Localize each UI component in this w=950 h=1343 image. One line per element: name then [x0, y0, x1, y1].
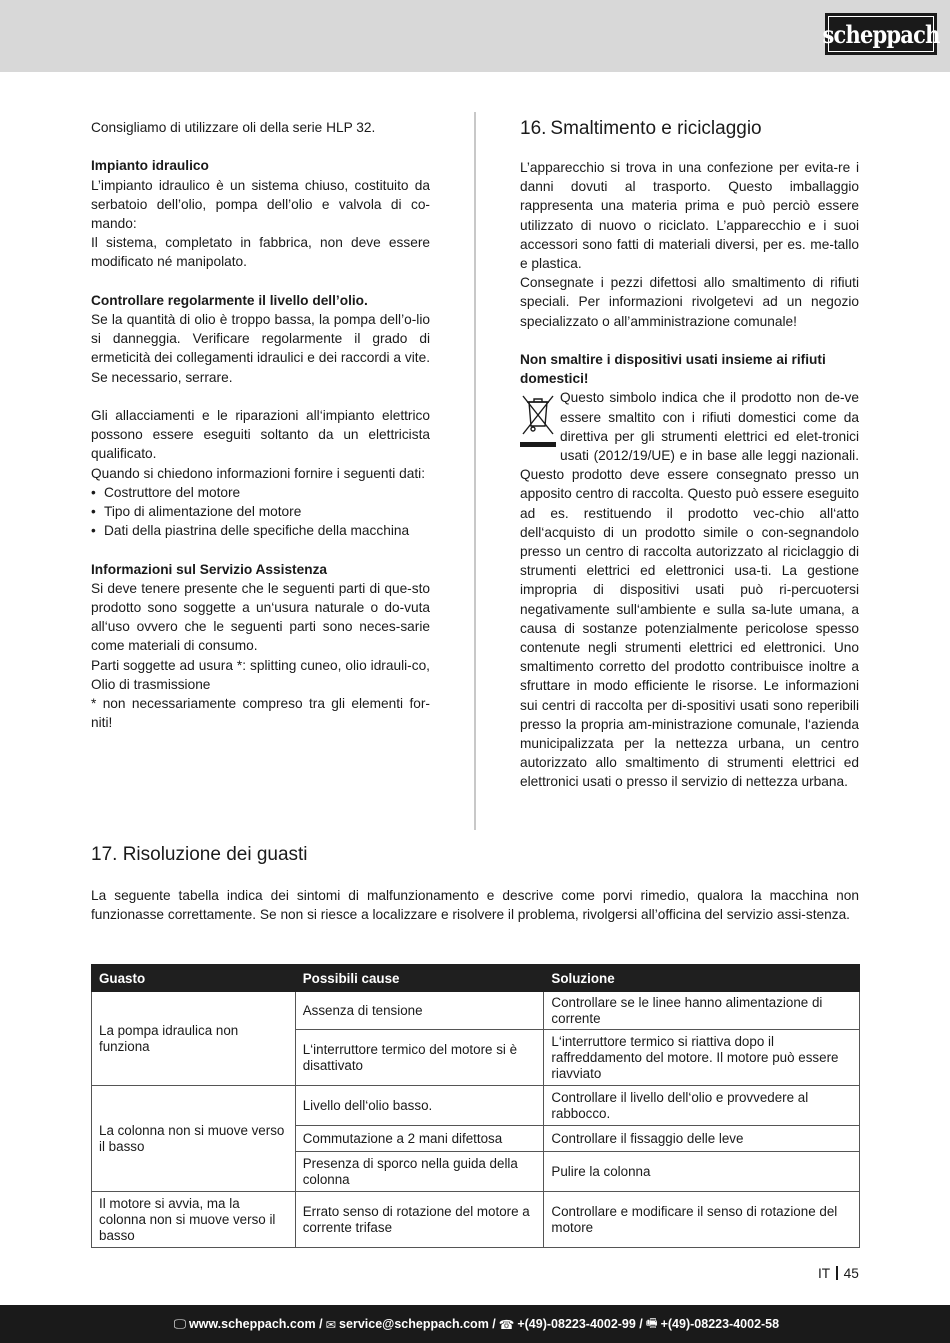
warning-title: Non smaltire i dispositivi usati insieme ai rifiuti domestici!: [520, 352, 826, 387]
header-bar: [0, 0, 950, 72]
table-row: [92, 1086, 860, 1126]
logo-text: scheppach: [822, 19, 940, 49]
disposal-paragraph-2: Consegnate i pezzi difettosi allo smaltimento di rifiuti speciali. Per informazioni rivolgetevi ad un negozio specializzato o all’amministrazione comunale!: [520, 275, 859, 329]
phone-icon: ☎: [498, 1317, 515, 1332]
mail-icon: ✉: [325, 1317, 337, 1332]
footer-phone: +(49)-08223-4002-99 /: [517, 1317, 643, 1331]
table-row: [92, 992, 860, 1030]
list-item: • Dati della piastrina delle specifiche della macchina: [91, 521, 430, 540]
section-16-number: 16.: [520, 118, 547, 139]
hydraulic-title: Impianto idraulico: [91, 158, 209, 174]
section-16-heading: [520, 118, 859, 140]
solution-cell: Controllare il fissaggio delle leve: [544, 1126, 860, 1152]
cause-cell: Assenza di tensione: [295, 992, 544, 1030]
footer-bar: [0, 1305, 950, 1343]
column-divider: [474, 112, 476, 830]
fault-cell: La pompa idraulica non funziona: [92, 992, 296, 1086]
table-header-row: [92, 965, 860, 992]
service-paragraph-3: * non necessariamente compreso tra gli elementi for-niti!: [91, 696, 430, 731]
troubleshooting-table: [91, 964, 860, 1248]
left-column: [91, 118, 430, 732]
section-16-title: Smaltimento e riciclaggio: [550, 118, 762, 139]
cause-cell: Errato senso di rotazione del motore a corrente trifase: [295, 1192, 544, 1248]
page-number: [818, 1265, 859, 1283]
fax-icon: 🖷: [645, 1315, 658, 1330]
service-title: Informazioni sul Servizio Assistenza: [91, 561, 328, 577]
service-paragraph-1: Si deve tenere presente che le seguenti parti di que-sto prodotto sono soggette a un‘usura naturale o do-vuta all‘uso ovvero che le seguenti parti sono neces-sarie come materiali di consumo.: [91, 580, 430, 654]
oil-level-paragraph: Se la quantità di olio è troppo bassa, la pompa dell’o-lio si danneggia. Verificare regolarmente il grado di ermeticità dei collegamenti idraulici e dei raccordi a vite. Se necessario, serrare.: [91, 312, 430, 385]
disposal-paragraph-1: L’apparecchio si trova in una confezione per evita-re i danni dovuti al trasporto. Questo imballaggio rappresenta una materia prima e può perciò essere utilizzato di nuovo o riciclato. L’apparecchio e i suoi accessori sono fatti di materiali diversi, per es. me-tallo e plastica.: [520, 160, 859, 272]
crossed-out-wheelie-bin-icon: [520, 392, 556, 450]
service-paragraph-2: Parti soggette ad usura *: splitting cuneo, olio idrauli-co, Olio di trasmissione: [91, 657, 430, 692]
column-header-cause: Possibili cause: [295, 965, 544, 992]
page-number-value: 45: [843, 1266, 859, 1281]
computer-icon: 🖵: [173, 1316, 186, 1331]
footer-email[interactable]: service@scheppach.com /: [339, 1317, 496, 1331]
weee-paragraph: Questo simbolo indica che il prodotto non de-ve essere smaltito con i rifiuti domestici come da direttiva per gli strumenti elettrici ed elet-tronici usati (2012/19/UE) e in base alle leggi nazionali. Questo prodotto deve essere consegnato presso un apposito centro di raccolta. Questo può essere eseguito ad es. restituendo il prodotto vec-chio all‘atto dell‘acquisto di un prodotto simile o con-segnandolo presso un centro di raccolta autorizzato al riciclaggio di strumenti elettrici ed elettronici usa-ti. La gestione impropria di dispositivi usati può ri-percuotersi negativamente sull‘ambiente e sulla sa-lute umana, a causa di sostanze potenzialmente pericolose spesso contenute negli strumenti elettrici ed elettronici. Uno smaltimento corretto del prodotto contribuisce inoltre a sfruttare in modo efficiente le risorse. Le informazioni sui centri di raccolta per di-spositivi usati sono reperibili presso la propria am-ministrazione comunale, l‘azienda municipalizzata per la nettezza urbana, un centro autorizzato allo smaltimento di strumenti elettrici ed elettronici usati o presso il servizio di nettezza urbana.: [520, 390, 859, 790]
scheppach-logo: [822, 13, 940, 55]
list-item: • Costruttore del motore: [91, 483, 430, 502]
fault-cell: Il motore si avvia, ma la colonna non si muove verso il basso: [92, 1192, 296, 1248]
oil-recommendation: Consigliamo di utilizzare oli della serie HLP 32.: [91, 120, 376, 135]
hydraulic-paragraph-2: Il sistema, completato in fabbrica, non deve essere modificato né manipolato.: [91, 235, 430, 270]
hydraulic-paragraph-1: L’impianto idraulico è un sistema chiuso, costituito da serbatoio dell’olio, pompa dell’olio e valvola di co-mando:: [91, 177, 430, 231]
section-17-heading: 17. Risoluzione dei guasti: [91, 844, 308, 865]
solution-cell: Pulire la colonna: [544, 1152, 860, 1192]
electric-paragraph-2: Quando si chiedono informazioni fornire i seguenti dati:: [91, 465, 426, 481]
solution-cell: Controllare se le linee hanno alimentazione di corrente: [544, 992, 860, 1030]
cause-cell: Commutazione a 2 mani difettosa: [295, 1126, 544, 1152]
cause-cell: Livello dell‘olio basso.: [295, 1086, 544, 1126]
footer-fax: +(49)-08223-4002-58: [660, 1317, 780, 1331]
cause-cell: L‘interruttore termico del motore si è disattivato: [295, 1030, 544, 1086]
table-row: [92, 1192, 860, 1248]
weee-block: [520, 388, 859, 791]
electric-paragraph-1: Gli allacciamenti e le riparazioni all‘impianto elettrico possono essere eseguiti soltanto da un elettricista qualificato.: [91, 408, 430, 462]
troubleshooting-intro: La seguente tabella indica dei sintomi di malfunzionamento e descrive come porvi rimedio, qualora la macchina non funzionasse correttamente. Se non si riesce a localizzare e risolvere il problema, rivolgersi all’officina del servizio assi-stenza.: [91, 888, 859, 923]
page-language: IT: [818, 1266, 831, 1281]
column-header-fault: Guasto: [92, 965, 296, 992]
fault-cell: La colonna non si muove verso il basso: [92, 1086, 296, 1192]
right-column: [520, 118, 859, 792]
solution-cell: Controllare il livello dell‘olio e provvedere al rabbocco.: [544, 1086, 860, 1126]
solution-cell: L‘interruttore termico si riattiva dopo il raffreddamento del motore. Il motore può essere riavviato: [544, 1030, 860, 1086]
solution-cell: Controllare e modificare il senso di rotazione del motore: [544, 1192, 860, 1248]
column-header-solution: Soluzione: [544, 965, 860, 992]
list-item: • Tipo di alimentazione del motore: [91, 502, 430, 521]
cause-cell: Presenza di sporco nella guida della colonna: [295, 1152, 544, 1192]
info-bullet-list: [91, 483, 430, 541]
oil-level-title: Controllare regolarmente il livello dell’olio.: [91, 292, 368, 308]
footer-website[interactable]: www.scheppach.com /: [188, 1317, 323, 1331]
